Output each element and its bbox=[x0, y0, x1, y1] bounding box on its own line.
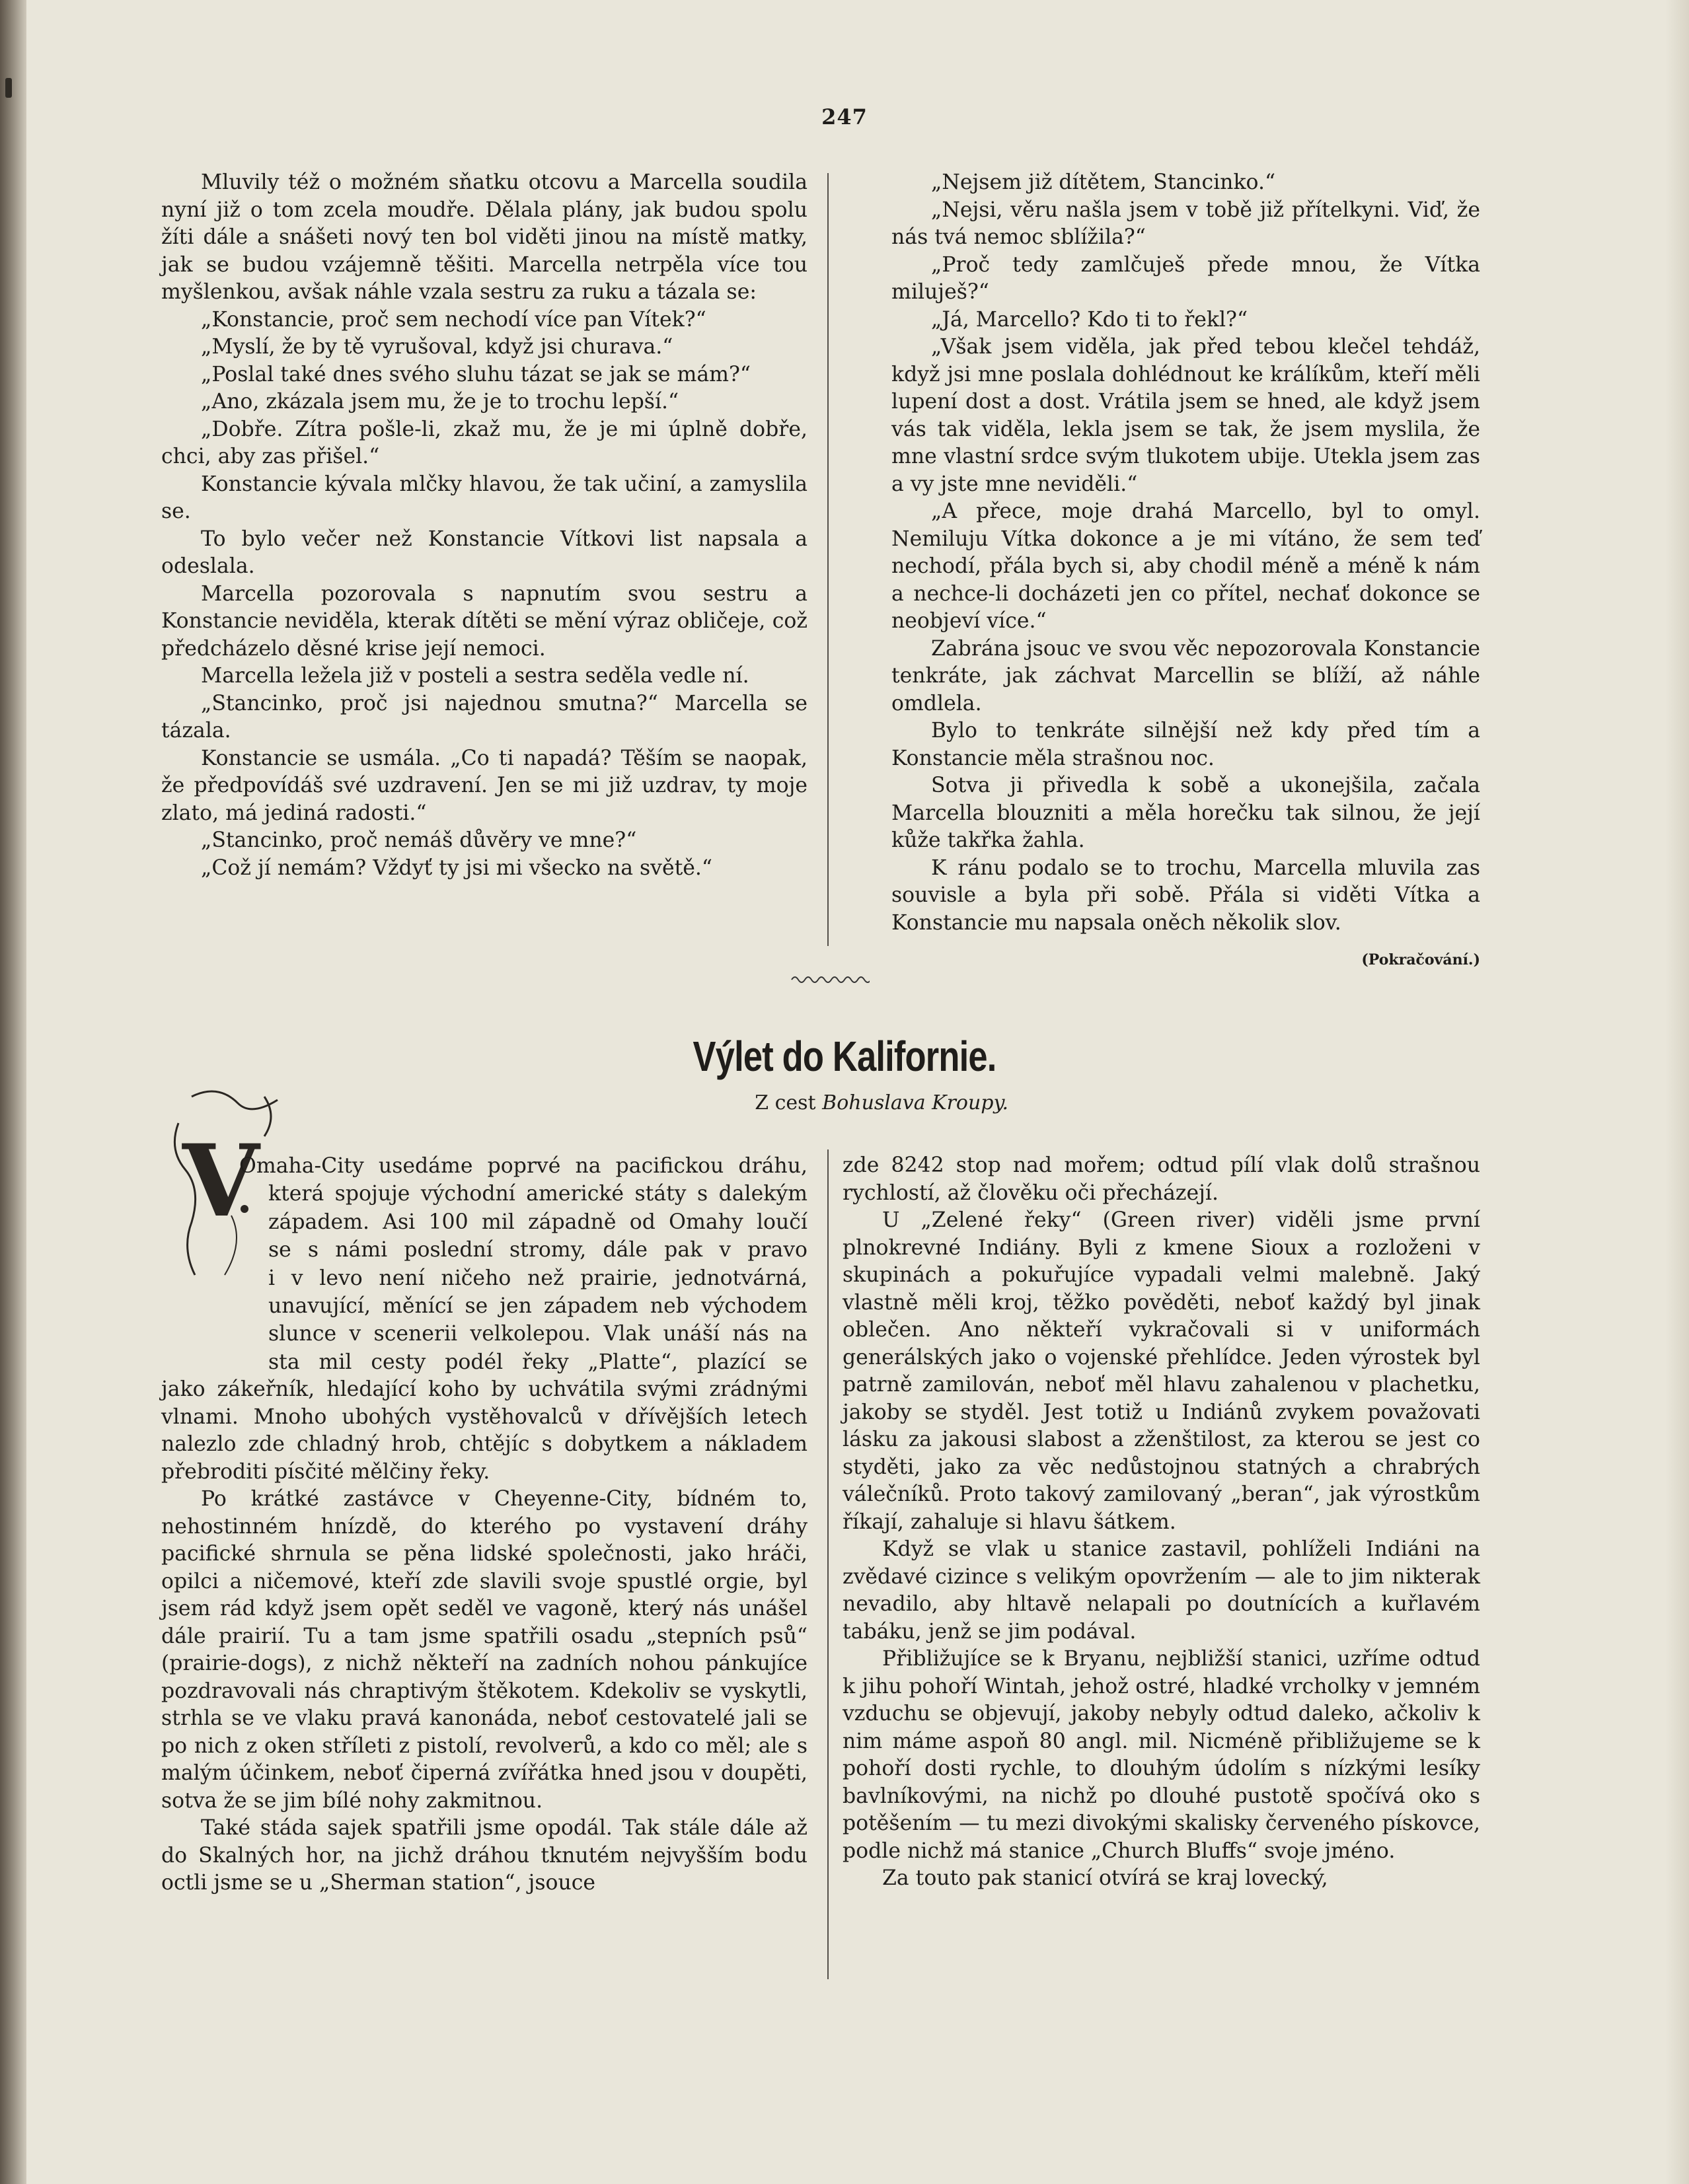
text-line: sta mil cesty podél řeky „Platte“, plazící se bbox=[268, 1350, 807, 1374]
paragraph: Přibližujíce se k Bryanu, nejbližší stanici, uzříme odtud k jihu pohoří Wintah, jehož ostré, hladké vrcholky v jemném vzduchu se objevují, jakoby nebyly odtud daleko, ačkoliv k nim máme aspoň 80 angl. mil. Nicméně přibližujeme se k pohoří dosti rychle, to dlouhým údolím s nízkými lesíky bavlníkovými, na nichž po dlouhé pustotě spočívá oko s potěšením — tu mezi divokými skalisky červeného pískovce, podle nichž má stanice „Church Bluffs“ svoje jméno. bbox=[843, 1647, 1480, 1863]
paragraph: Konstancie kývala mlčky hlavou, že tak učiní, a zamyslila se. bbox=[161, 472, 807, 523]
paragraph: jako zákeřník, hledající koho by uchvátila svými zrádnými vlnami. Mnoho ubohých vystěhovalců v dřívějších letech nalezlo zde chladný hrob, chtějíc s dobytkem a nákladem přebroditi písčité mělčiny řeky. bbox=[161, 1377, 807, 1484]
paragraph: Marcella ležela již v posteli a sestra seděla vedle ní. bbox=[201, 664, 749, 688]
paragraph: Za touto pak stanicí otvírá se kraj lovecký, bbox=[882, 1866, 1328, 1890]
text-line: západem. Asi 100 mil západně od Omahy loučí bbox=[268, 1210, 807, 1234]
paragraph: Po krátké zastávce v Cheyenne-City, bídném to, nehostinném hnízdě, do kterého po vystavení dráhy pacifické shrnula se pěna lidské společnosti, jako hráči, opilci a ničemové, kteří zde slavili svoje spustlé orgie, byl jsem rád když jsem opět seděl ve vagoně, který nás unášel dále prairií. Tu a tam jsme spatřili osadu „stepních psů“ (prairie-dogs), z nichž někteří na zadních nohou pánkujíce pozdravovali nás chraptivým štěkotem. Kdekoliv se vyskytli, strhla se ve vlaku pravá kanonáda, neboť cestovatelé jali se po nich z oken stříleti z pistolí, revolverů, a kdo co měl; ale s malým účinkem, neboť čiperná zvířátka hned jsou v doupěti, sotva že se jim bílé nohy zakmitnou. bbox=[161, 1487, 807, 1813]
paragraph: Marcella pozorovala s napnutím svou sestru a Konstancie neviděla, kterak dítěti se mění výraz obličeje, což předcházelo děsné krise její nemoci. bbox=[161, 581, 807, 661]
paragraph: Sotva ji přivedla k sobě a ukonejšila, začala Marcella blouzniti a měla horečku tak silnou, že její kůže takřka žahla. bbox=[891, 774, 1480, 852]
scan-edge bbox=[1665, 0, 1689, 2184]
continued-label: (Pokračování.) bbox=[1361, 951, 1480, 968]
paragraph: Konstancie se usmála. „Co ti napadá? Těším se naopak, že předpovídáš své uzdravení. Jen se mi již uzdrav, ty moje zlato, má jediná radosti.“ bbox=[161, 746, 807, 825]
text-line: se s námi poslední stromy, dále pak v pravo bbox=[268, 1238, 807, 1262]
paragraph: „Ano, zkázala jsem mu, že je to trochu lepší.“ bbox=[201, 390, 679, 414]
story-continuation-left-column bbox=[161, 169, 807, 882]
paragraph: U „Zelené řeky“ (Green river) viděli jsme první plnokrevné Indiány. Byli z kmene Sioux a rozloženi v skupinách a pokuřujíce vypadali velmi malebně. Jaký vlastně měli kroj, těžko pověděti, neboť každý byl jinak oblečen. Ano někteří vykračovali si v uniformách generálských jako o vojenské přehlídce. Jeden výrostek byl patrně zamilován, neboť měl hlavu zahalenou v plachetku, jakoby se styděl. Jest totiž u Indiánů zvykem považovati lásku za jakousi slabost a zženštilost, za kterou se jest co styděti, jako za věc nedůstojnou statných a chrabrých válečníků. Proto takový zamilovaný „beran“, jak výrostkům říkají, zahaluje si hlavu šátkem. bbox=[843, 1208, 1480, 1534]
paragraph: „Proč tedy zamlčuješ přede mnou, že Vítka miluješ?“ bbox=[891, 252, 1480, 304]
article-subtitle bbox=[755, 1091, 1008, 1114]
paragraph: „A přece, moje drahá Marcello, byl to omyl. Nemiluju Vítka dokonce a je mi vítáno, že sem teď nechodí, přála bych si, aby chodil méně a méně k nám a nechce-li docházeti jen co přítel, nechať dokonce se neobjeví více.“ bbox=[891, 499, 1480, 633]
article-title: Výlet do Kalifornie. bbox=[693, 1033, 996, 1080]
text-line: unavující, měnící se jen západem neb východem bbox=[268, 1294, 807, 1319]
paragraph: „Konstancie, proč sem nechodí více pan Vítek?“ bbox=[201, 307, 706, 332]
paragraph: „Však jsem viděla, jak před tebou klečel tehdáž, když jsi mne poslala dohlédnout ke králíkům, kteří měli lupení dost a dost. Vrátila jsem se hned, ale když jsem vás tak viděla, lekla jsem se tak, že jsem myslila, že mne vlastní srdce svým tlukotem ubije. Utekla jsem zas a vy jste mne neviděli.“ bbox=[891, 335, 1480, 496]
story-continuation-right-column bbox=[891, 169, 1480, 937]
column-divider-top bbox=[827, 173, 829, 946]
paragraph: „Což jí nemám? Vždyť ty jsi mi všecko na světě.“ bbox=[201, 855, 713, 880]
text-line: Omaha-City usedáme poprvé na pacifickou dráhu, bbox=[239, 1154, 807, 1178]
paragraph: „Já, Marcello? Kdo ti to řekl?“ bbox=[931, 307, 1248, 332]
subtitle-author: Bohuslava Kroupy. bbox=[822, 1091, 1008, 1114]
page-number: 247 bbox=[821, 104, 868, 129]
paragraph: K ránu podalo se to trochu, Marcella mluvila zas souvisle a byla při sobě. Přála si viděti Vítka a Konstancie mu napsala oněch několik slov. bbox=[891, 855, 1480, 935]
binding-mark bbox=[5, 78, 12, 98]
paragraph: To bylo večer než Konstancie Vítkovi list napsala a odeslala. bbox=[161, 527, 807, 578]
book-binding-edge bbox=[0, 0, 26, 2184]
subtitle-prefix: Z cest bbox=[755, 1091, 816, 1114]
paragraph: Také stáda sajek spatřili jsme opodál. Tak stále dále až do Skalných hor, na jichž dráhou tknutém nejvyšším bodu octli jsme se u „Sherman station“, jsouce bbox=[161, 1816, 807, 1895]
paragraph: „Myslí, že by tě vyrušoval, když jsi churava.“ bbox=[201, 335, 673, 359]
text-line: která spojuje východní americké státy s dalekým bbox=[268, 1182, 807, 1206]
paragraph: „Nejsem již dítětem, Stancinko.“ bbox=[931, 170, 1276, 194]
paragraph: Když se vlak u stanice zastavil, pohlíželi Indiáni na zvědavé cizince s velikým opovržením — ale to jim nikterak nevadilo, aby hltavě nelapali po doutnících a kuřlavém tabáku, jenž se jim podával. bbox=[843, 1537, 1480, 1644]
text-line: slunce v scenerii velkolepou. Vlak unáší nás na bbox=[268, 1322, 807, 1346]
paragraph: Mluvily též o možném sňatku otcovu a Marcella soudila nyní již o tom zcela moudře. Dělala plány, jak budou spolu žíti dále a snášeti nový ten bol viděti jinou na místě matky, jak se budou vzájemně těšiti. Marcella netrpěla více tou myšlenkou, avšak náhle vzala sestru za ruku a tázala se: bbox=[161, 170, 807, 304]
paragraph: Bylo to tenkráte silnější než kdy před tím a Konstancie měla strašnou noc. bbox=[891, 719, 1480, 770]
text-line: i v levo není ničeho než prairie, jednotvárná, bbox=[268, 1266, 807, 1290]
article-left-column bbox=[161, 1152, 807, 1897]
paragraph: Zabrána jsouc ve svou věc nepozorovala Konstancie tenkráte, jak záchvat Marcellin se blíží, až náhle omdlela. bbox=[891, 636, 1480, 715]
paragraph: zde 8242 stop nad mořem; odtud pílí vlak dolů strašnou rychlostí, až člověku oči přecházejí. bbox=[843, 1153, 1480, 1205]
section-divider-ornament bbox=[790, 972, 870, 987]
paragraph: „Nejsi, věru našla jsem v tobě již přítelkyni. Viď, že nás tvá nemoc sblížila?“ bbox=[891, 198, 1480, 249]
paragraph: „Dobře. Zítra pošle-li, zkaž mu, že je mi úplně dobře, chci, aby zas přišel.“ bbox=[161, 417, 807, 468]
article-right-column bbox=[843, 1152, 1480, 1893]
paragraph: „Stancinko, proč nemáš důvěry ve mne?“ bbox=[201, 828, 637, 852]
paragraph: „Poslal také dnes svého sluhu tázat se jak se mám?“ bbox=[201, 362, 751, 386]
dropcap-letter: V bbox=[182, 1123, 260, 1239]
column-divider-bottom bbox=[827, 1149, 829, 1979]
paragraph: „Stancinko, proč jsi najednou smutna?“ Marcella se tázala. bbox=[161, 691, 807, 743]
dropcap-wrapped-text bbox=[161, 1152, 807, 1376]
